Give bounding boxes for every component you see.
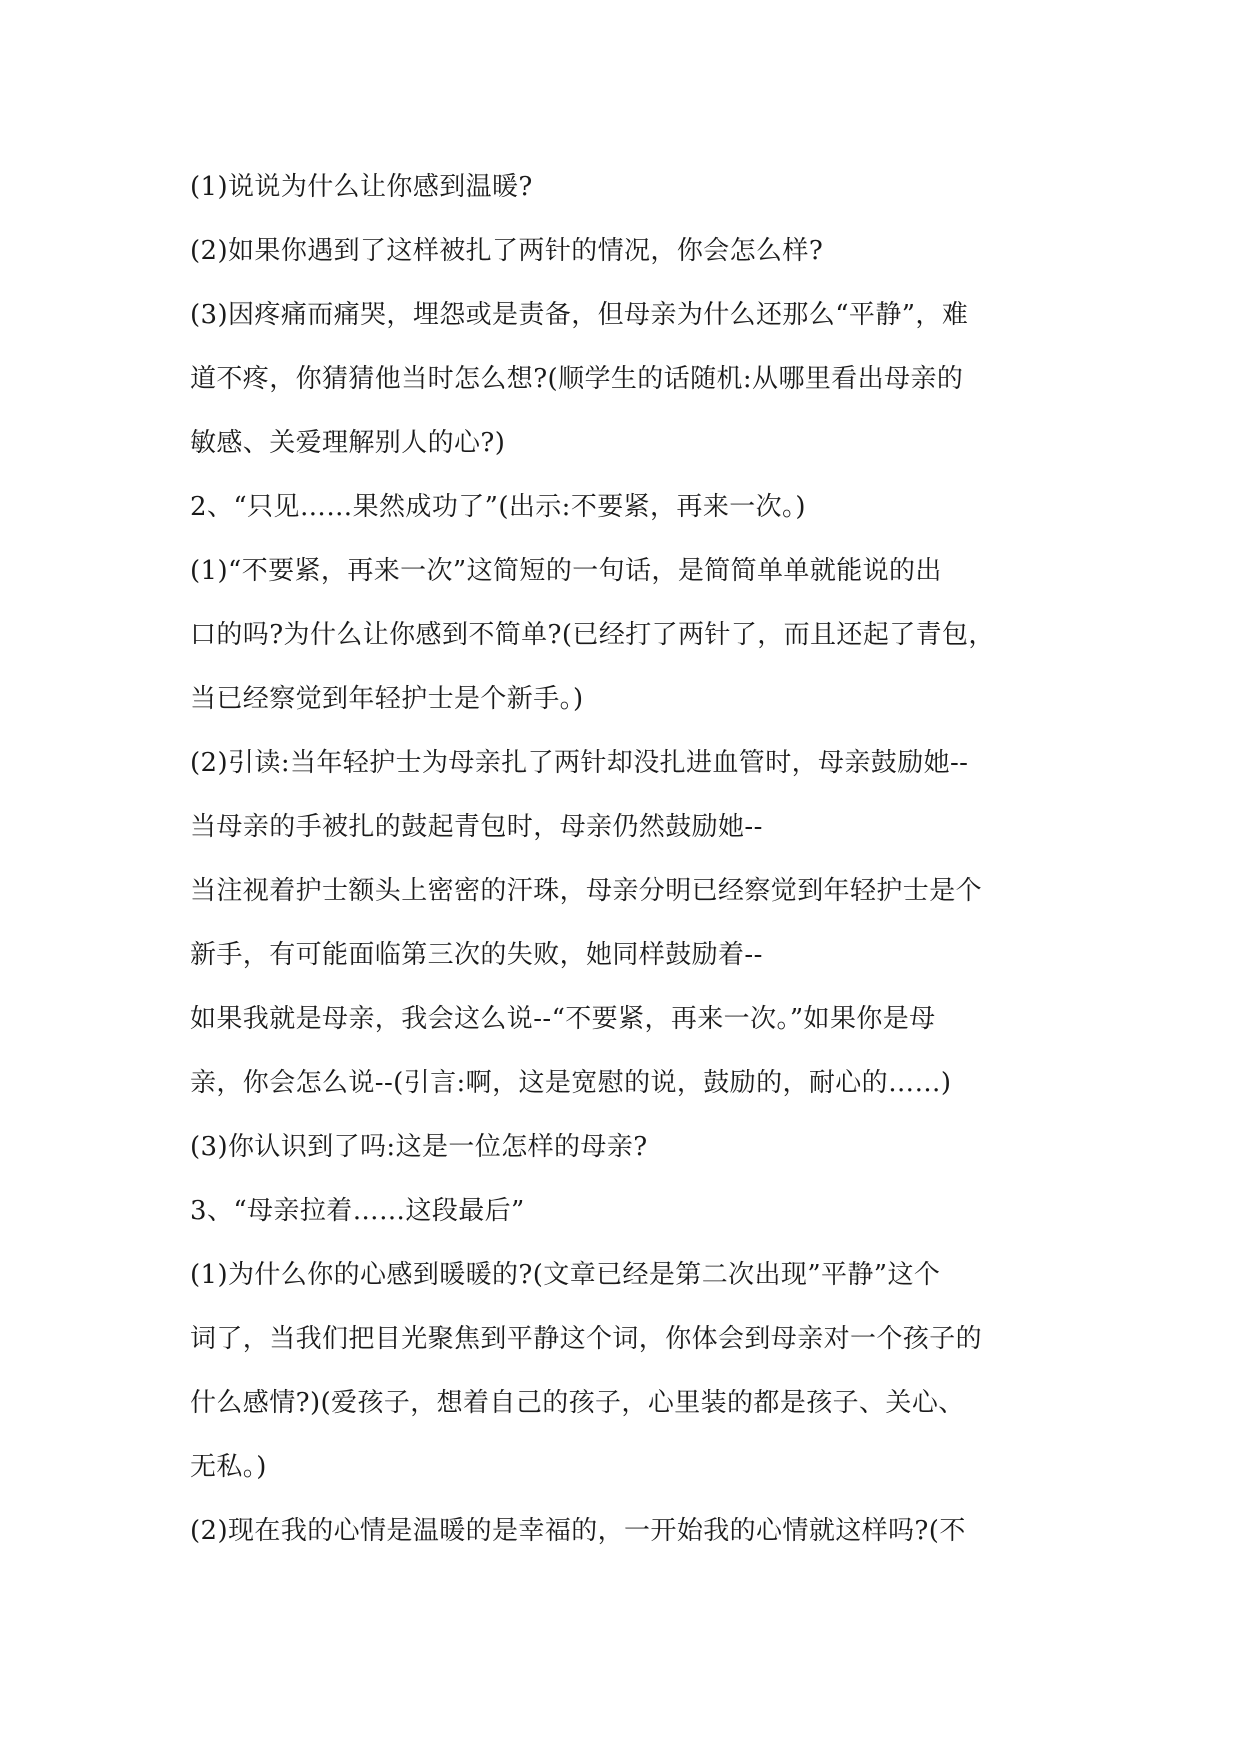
text-line-17: 3、“母亲拉着……这段最后”: [190, 1196, 525, 1226]
text-line-13: 新手，有可能面临第三次的失败，她同样鼓励着--: [190, 940, 763, 970]
text-line-7: (1)“不要紧，再来一次”这简短的一句话，是简简单单就能说的出: [190, 556, 942, 586]
text-line-9: 当已经察觉到年轻护士是个新手。): [190, 684, 584, 714]
document-body: [190, 155, 1060, 1563]
text-line-11: 当母亲的手被扎的鼓起青包时，母亲仍然鼓励她--: [190, 812, 763, 842]
text-line-22: (2)现在我的心情是温暖的是幸福的，一开始我的心情就这样吗?(不: [190, 1516, 966, 1546]
text-line-10: (2)引读:当年轻护士为母亲扎了两针却没扎进血管时，母亲鼓励她--: [190, 748, 969, 778]
text-line-3: (3)因疼痛而痛哭，埋怨或是责备，但母亲为什么还那么“平静”，难: [190, 300, 969, 330]
text-line-6: 2、“只见……果然成功了”(出示:不要紧，再来一次。): [190, 492, 806, 522]
text-line-5: 敏感、关爱理解别人的心?): [190, 428, 506, 458]
text-line-15: 亲，你会怎么说--(引言:啊，这是宽慰的说，鼓励的，耐心的……): [190, 1068, 952, 1098]
text-line-18: (1)为什么你的心感到暖暖的?(文章已经是第二次出现”平静”这个: [190, 1260, 941, 1290]
text-line-20: 什么感情?)(爱孩子，想着自己的孩子，心里装的都是孩子、关心、: [190, 1388, 965, 1418]
text-line-21: 无私。): [190, 1452, 267, 1482]
text-line-12: 当注视着护士额头上密密的汗珠，母亲分明已经察觉到年轻护士是个: [190, 876, 983, 906]
text-line-8: 口的吗?为什么让你感到不简单?(已经打了两针了，而且还起了青包，: [190, 620, 995, 650]
text-line-1: (1)说说为什么让你感到温暖?: [190, 172, 533, 202]
text-line-14: 如果我就是母亲，我会这么说--“不要紧，再来一次。”如果你是母: [190, 1004, 936, 1034]
text-line-16: (3)你认识到了吗:这是一位怎样的母亲?: [190, 1132, 648, 1162]
text-line-4: 道不疼，你猜猜他当时怎么想?(顺学生的话随机:从哪里看出母亲的: [190, 364, 964, 394]
text-line-2: (2)如果你遇到了这样被扎了两针的情况，你会怎么样?: [190, 236, 824, 266]
text-line-19: 词了，当我们把目光聚焦到平静这个词，你体会到母亲对一个孩子的: [190, 1324, 983, 1354]
